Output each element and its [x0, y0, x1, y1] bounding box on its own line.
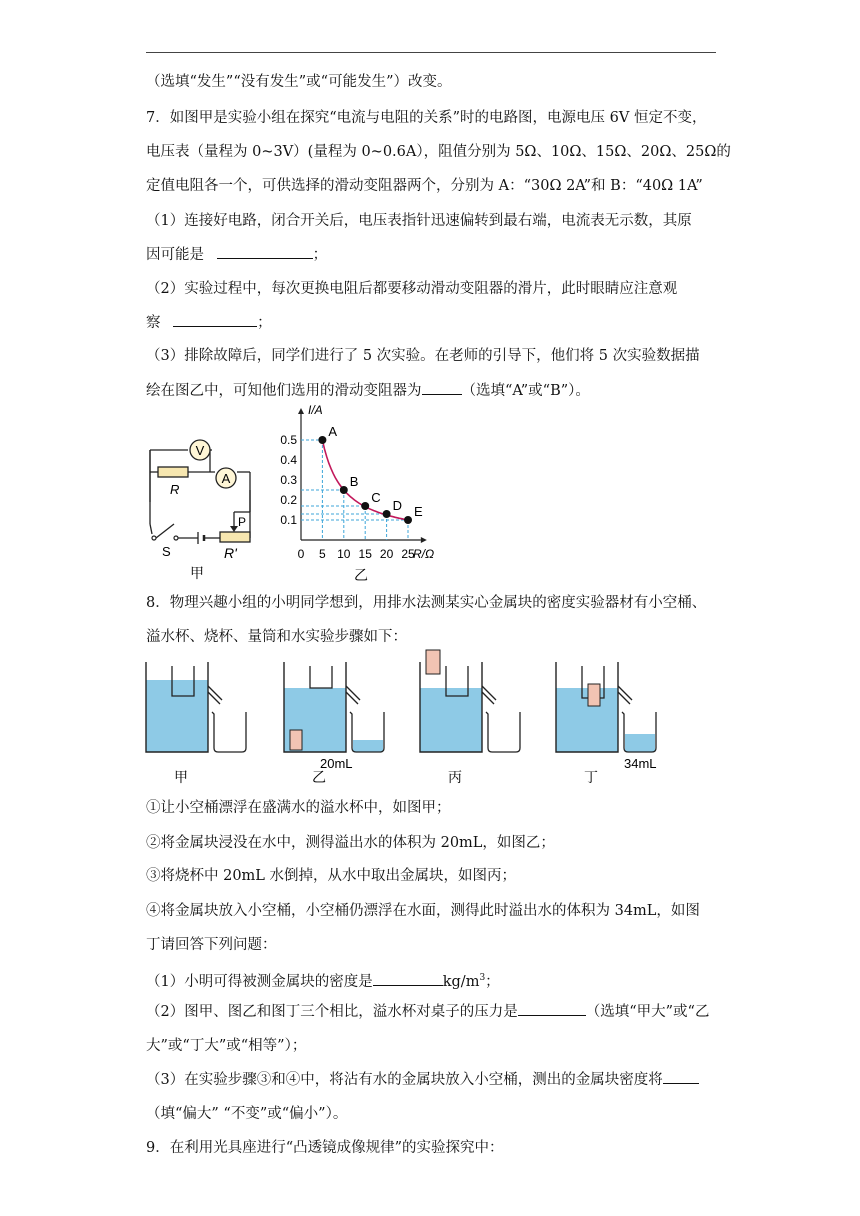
- y-tick-label: 0.2: [280, 493, 297, 507]
- data-point: [361, 502, 369, 510]
- current-resistance-graph: [270, 402, 460, 584]
- step-1: ①让小空桶漂浮在盛满水的溢水杯中，如图甲；: [146, 800, 451, 816]
- text: （1）小明可得被测金属块的密度是: [146, 973, 373, 990]
- question-7-line: 7．如图甲是实验小组在探究“电流与电阻的关系”时的电路图，电源电压 6V 恒定不变，: [146, 110, 707, 126]
- metal-block: [588, 684, 600, 706]
- beaker-icon: [212, 712, 246, 752]
- figure-caption: 甲: [190, 565, 204, 580]
- x-tick-label: 25: [401, 547, 415, 561]
- step-3: ③将烧杯中 20mL 水倒掉，从水中取出金属块，如图丙；: [146, 868, 517, 884]
- question-8-part3: [146, 1069, 699, 1090]
- x-axis-arrow: [421, 537, 427, 543]
- volume-label: 34mL: [624, 756, 657, 771]
- answer-blank[interactable]: [663, 1069, 699, 1084]
- overflow-spout: [618, 686, 632, 700]
- water: [420, 688, 482, 752]
- y-axis-arrow: [298, 408, 304, 414]
- text: ；: [312, 247, 328, 263]
- resistor-label: R: [170, 482, 180, 497]
- text: （2）图甲、图乙和图丁三个相比，溢水杯对桌子的压力是: [146, 1004, 518, 1020]
- overflow-spout: [346, 692, 358, 704]
- x-tick-label: 5: [319, 547, 326, 561]
- data-point-label: C: [371, 490, 381, 505]
- ammeter-label: A: [221, 471, 231, 486]
- rheostat-icon: [220, 532, 250, 542]
- beaker-water: [625, 734, 655, 752]
- unit-exponent: 3: [479, 973, 486, 983]
- data-point: [383, 510, 391, 518]
- question-7-line: 电压表（量程为 0~3V）(量程为 0~0.6A），阻值分别为 5Ω、10Ω、15Ω、20Ω、25Ω的: [146, 144, 731, 160]
- text: 绘在图乙中，可知他们选用的滑动变阻器为: [146, 383, 422, 399]
- answer-blank[interactable]: [217, 244, 313, 259]
- overflow-spout: [482, 692, 494, 704]
- question-7-line: 定值电阻各一个，可供选择的滑动变阻器两个，分别为 A：“30Ω 2A”和 B：“40Ω 1A”: [146, 178, 703, 194]
- beaker-icon: [486, 712, 520, 752]
- metal-block: [290, 730, 302, 750]
- question-8-part1: [146, 968, 500, 992]
- question-7-part3-answer: [146, 380, 590, 401]
- question-7-part2: （2）实验过程中，每次更换电阻后都要移动滑动变阻器的滑片，此时眼睛应注意观: [146, 281, 678, 297]
- question-8-line: 溢水杯、烧杯、量筒和水实验步骤如下：: [146, 629, 407, 645]
- text: （选填“A”或“B”）。: [461, 383, 590, 399]
- small-bucket-icon: [310, 666, 332, 688]
- resistor-icon: [158, 467, 188, 477]
- slider-arrowhead: [230, 526, 238, 532]
- overflow-cup-figures: [140, 640, 720, 790]
- switch-contact: [152, 536, 156, 540]
- question-7-part2-answer: [146, 312, 272, 333]
- step-4: ④将金属块放入小空桶，小空桶仍漂浮在水面，测得此时溢出水的体积为 34mL，如图: [146, 903, 700, 919]
- question-8-part2-cont: 大”或“丁大”或“相等”）；: [146, 1038, 307, 1054]
- switch-contact: [174, 536, 178, 540]
- data-point-label: A: [328, 424, 338, 439]
- rheostat-label: R': [224, 545, 237, 561]
- text-line: （选填“发生”“没有发生”或“可能发生”）改变。: [146, 74, 452, 90]
- question-7-part1-answer: [146, 244, 327, 265]
- data-point-label: D: [392, 498, 402, 513]
- data-point: [404, 516, 412, 524]
- overflow-spout: [346, 686, 360, 700]
- overflow-spout: [618, 692, 630, 704]
- slider-label: P: [238, 515, 247, 529]
- volume-label: 20mL: [320, 756, 353, 771]
- figure-caption: 丁: [584, 769, 598, 785]
- x-tick-label: 10: [337, 547, 351, 561]
- y-tick-label: 0.5: [280, 433, 297, 447]
- y-axis-label: I/A: [308, 403, 323, 417]
- x-tick-label: 15: [358, 547, 372, 561]
- voltmeter-label: V: [195, 443, 205, 458]
- x-axis-label: R/Ω: [413, 547, 435, 561]
- text: 察: [146, 315, 161, 331]
- header-rule: [146, 52, 716, 53]
- unit: kg/m: [442, 973, 480, 990]
- text: 因可能是: [146, 247, 204, 263]
- text: ；: [485, 973, 500, 990]
- metal-block: [426, 650, 440, 674]
- step-4-cont: 丁请回答下列问题：: [146, 937, 277, 953]
- y-tick-label: 0.3: [280, 473, 297, 487]
- wire: [150, 524, 152, 534]
- step-2: ②将金属块浸没在水中，测得溢出水的体积为 20mL，如图乙；: [146, 835, 555, 851]
- question-8-part3-cont: （填“偏大” “不变”或“偏小”）。: [146, 1106, 348, 1122]
- question-9: 9．在利用光具座进行“凸透镜成像规律”的实验探究中：: [146, 1140, 504, 1156]
- answer-blank[interactable]: [173, 312, 257, 327]
- y-tick-label: 0.1: [280, 513, 297, 527]
- question-8-part2: [146, 1001, 709, 1022]
- question-8-line: 8．物理兴趣小组的小明同学想到，用排水法测某实心金属块的密度实验器材有小空桶、: [146, 595, 707, 611]
- data-point-label: B: [349, 474, 359, 489]
- x-tick-label: 20: [379, 547, 394, 561]
- text: （3）在实验步骤③和④中，将沾有水的金属块放入小空桶，测出的金属块密度将: [146, 1072, 663, 1088]
- figure-caption: 丙: [448, 769, 462, 785]
- figure-caption: 乙: [312, 769, 326, 785]
- figure-caption: 乙: [354, 567, 368, 583]
- answer-blank[interactable]: [422, 380, 462, 395]
- text: （选填“甲大”或“乙: [585, 1004, 710, 1020]
- overflow-spout: [482, 686, 496, 700]
- answer-blank[interactable]: [373, 971, 443, 986]
- data-point-label: E: [414, 504, 423, 519]
- text: ；: [257, 315, 272, 331]
- overflow-spout: [208, 692, 220, 704]
- data-point: [318, 436, 326, 444]
- water: [146, 680, 208, 752]
- circuit-diagram: [140, 432, 270, 580]
- answer-blank[interactable]: [518, 1001, 586, 1016]
- x-tick-label: 0: [297, 547, 305, 561]
- question-7-part1: （1）连接好电路，闭合开关后，电压表指针迅速偏转到最右端，电流表无示数，其原: [146, 213, 692, 229]
- y-tick-label: 0.4: [280, 453, 297, 467]
- overflow-spout: [208, 686, 222, 700]
- data-point: [340, 486, 348, 494]
- figure-caption: 甲: [174, 769, 188, 785]
- question-7-part3: （3）排除故障后，同学们进行了 5 次实验。在老师的引导下，他们将 5 次实验数据描: [146, 348, 700, 364]
- switch-label: S: [162, 544, 171, 559]
- switch-lever: [156, 524, 174, 538]
- beaker-water: [353, 740, 383, 752]
